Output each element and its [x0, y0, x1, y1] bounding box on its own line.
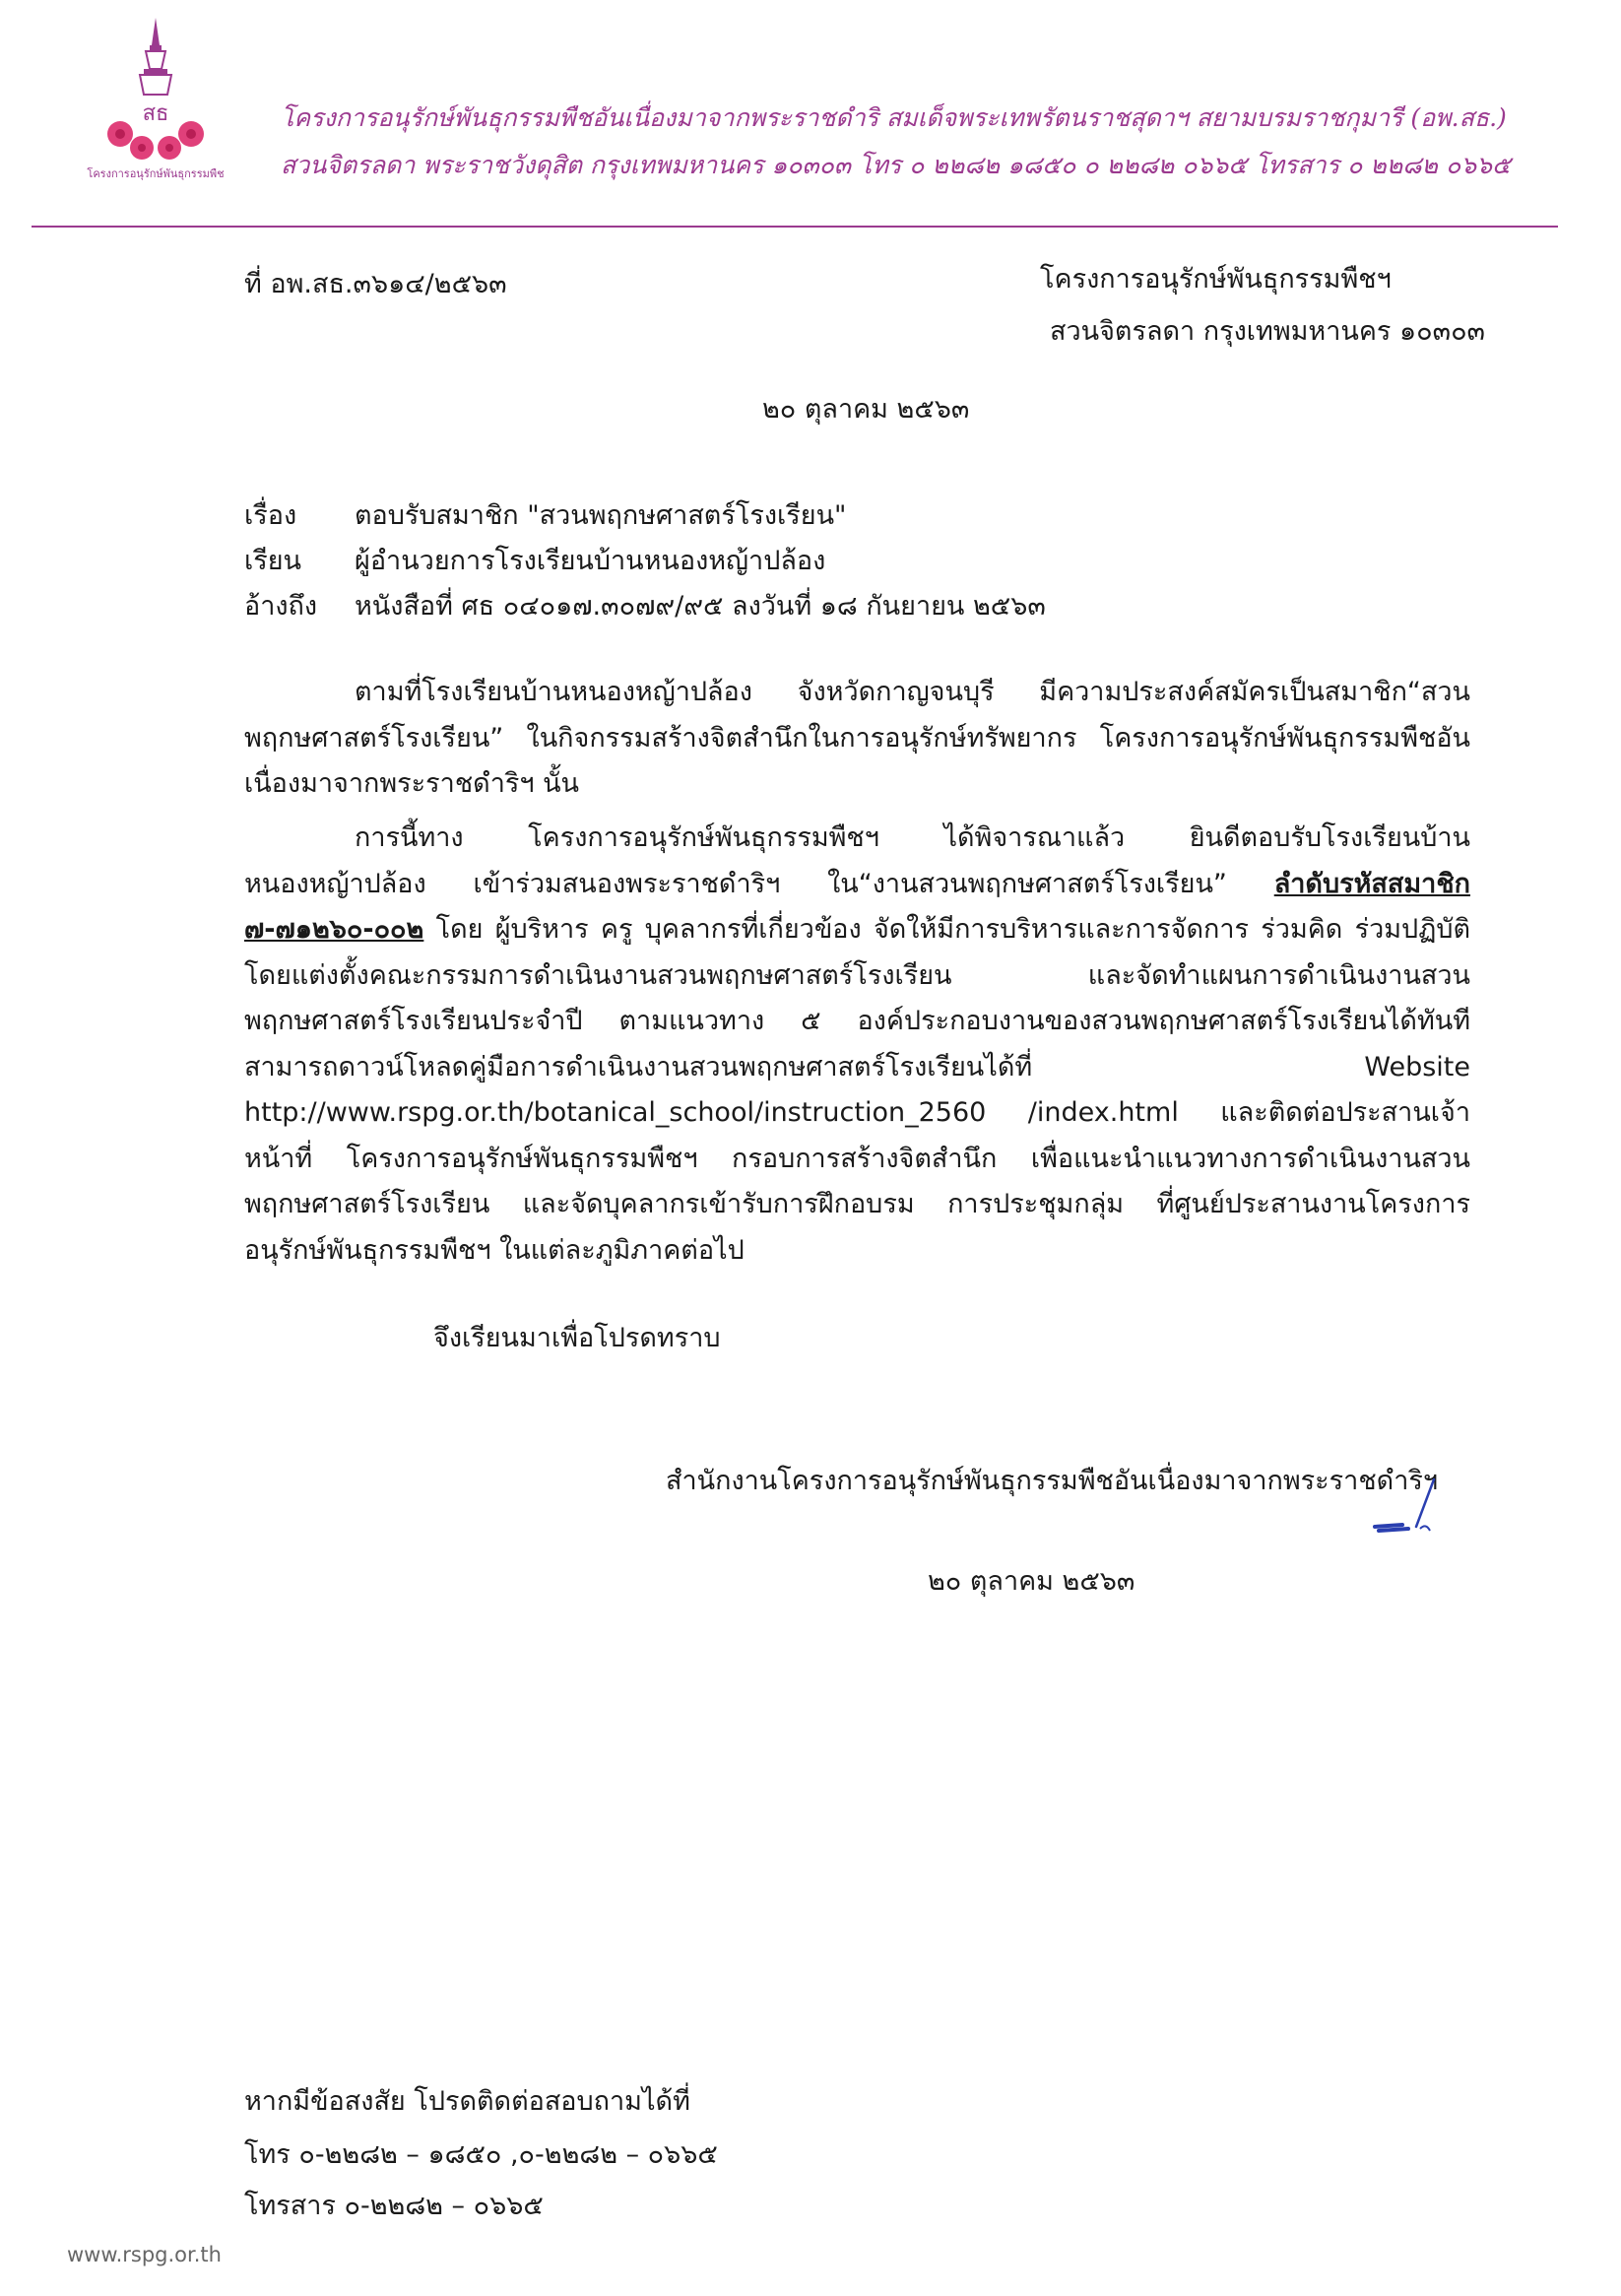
contact-heading: หากมีข้อสงสัย โปรดติดต่อสอบถามได้ที่: [244, 2086, 690, 2117]
recipient-label: เรียน: [244, 546, 302, 576]
paragraph-2-text-start: การนี้ทาง โครงการอนุรักษ์พันธุกรรมพืชฯ ได้พิจารณาแล้ว ยินดีตอบรับโรงเรียนบ้านหนองหญ้าปล้อง เข้าร่วมสนองพระราชดำริฯ ใน“งานสวนพฤกษศาสตร์โรงเรียน”: [244, 822, 1470, 899]
paragraph-1-text: ตามที่โรงเรียนบ้านหนองหญ้าปล้อง จังหวัดกาญจนบุรี มีความประสงค์สมัครเป็นสมาชิก“สวนพฤกษศาสตร์โรงเรียน” ในกิจกรรมสร้างจิตสำนึกในการอนุรักษ์ทรัพยากร โครงการอนุรักษ์พันธุกรรมพืชอันเนื่องมาจากพระราชดำริฯ นั้น: [244, 677, 1470, 799]
body-paragraph-1: [244, 670, 1470, 808]
svg-text:สธ: สธ: [142, 101, 169, 126]
member-code: ลำดับรหัสสมาชิก ๗-๗๑๒๖๐-๐๐๒: [244, 868, 1470, 945]
reference-label: อ้างถึง: [244, 591, 318, 622]
subject-value: ตอบรับสมาชิก "สวนพฤกษศาสตร์โรงเรียน": [355, 500, 847, 531]
letterhead-line-2: สวนจิตรลดา พระราชวังดุสิต กรุงเทพมหานคร ๑๐๓๐๓ โทร ๐ ๒๒๘๒ ๑๘๕๐ ๐ ๒๒๘๒ ๐๖๖๕ โทรสาร ๐ ๒๒๘๒ ๐๖๖๕: [281, 151, 1511, 179]
sender-line-1: โครงการอนุรักษ์พันธุกรรมพืชฯ: [1040, 264, 1392, 295]
body-paragraph-2: [244, 816, 1470, 1274]
signature-mark: [1369, 1474, 1448, 1537]
sender-line-2: สวนจิตรลดา กรุงเทพมหานคร ๑๐๓๐๓: [1050, 316, 1486, 347]
signature-office: สำนักงานโครงการอนุรักษ์พันธุกรรมพืชอันเนื่องมาจากพระราชดำริฯ: [666, 1466, 1439, 1496]
signature-date: ๒๐ ตุลาคม ๒๕๖๓: [928, 1566, 1135, 1597]
reference-number: ที่ อพ.สธ.๓๖๑๔/๒๕๖๓: [244, 269, 507, 299]
contact-phone: โทร ๐-๒๒๘๒ – ๑๘๕๐ ,๐-๒๒๘๒ – ๐๖๖๕: [244, 2139, 718, 2170]
logo-caption: โครงการอนุรักษ์พันธุกรรมพืช: [87, 167, 225, 180]
contact-fax: โทรสาร ๐-๒๒๘๒ – ๐๖๖๕: [244, 2191, 544, 2221]
closing-line: จึงเรียนมาเพื่อโปรดทราบ: [433, 1323, 721, 1353]
subject-label: เรื่อง: [244, 500, 297, 531]
paragraph-2-text-end: โดย ผู้บริหาร ครู บุคลากรที่เกี่ยวข้อง จัดให้มีการบริหารและการจัดการ ร่วมคิด ร่วมปฏิบัติ โดยแต่งตั้งคณะกรรมการดำเนินงานสวนพฤกษศาสตร์โรงเรียน และจัดทำแผนการดำเนินงานสวนพฤกษศาสตร์โรงเรียนประจำปี ตามแนวทาง ๕ องค์ประกอบงานของสวนพฤกษศาสตร์โรงเรียนได้ทันที สามารถดาวน์โหลดคู่มือการดำเนินงานสวนพฤกษศาสตร์โรงเรียนได้ที่ Website http://www.rspg.or.th/botanical_school/instruction_2560 /index.html และติดต่อประสานเจ้าหน้าที่ โครงการอนุรักษ์พันธุกรรมพืชฯ กรอบการสร้างจิตสำนึก เพื่อแนะนำแนวทางการดำเนินงานสวนพฤกษศาสตร์โรงเรียน และจัดบุคลากรเข้ารับการฝึกอบรม การประชุมกลุ่ม ที่ศูนย์ประสานงานโครงการอนุรักษ์พันธุกรรมพืชฯ ในแต่ละภูมิภาคต่อไป: [244, 914, 1470, 1266]
letter-date: ๒๐ ตุลาคม ๒๕๖๓: [762, 394, 970, 425]
organization-logo: [69, 18, 266, 185]
footer-website: www.rspg.or.th: [67, 2243, 222, 2266]
reference-value: หนังสือที่ ศธ ๐๔๐๑๗.๓๐๗๙/๙๕ ลงวันที่ ๑๘ กันยายน ๒๕๖๓: [355, 591, 1046, 622]
recipient-value: ผู้อำนวยการโรงเรียนบ้านหนองหญ้าปล้อง: [355, 546, 826, 576]
letterhead-divider: [32, 226, 1558, 228]
letterhead-line-1: โครงการอนุรักษ์พันธุกรรมพืชอันเนื่องมาจากพระราชดำริ สมเด็จพระเทพรัตนราชสุดาฯ สยามบรมราชกุมารี (อพ.สธ.): [281, 103, 1507, 132]
